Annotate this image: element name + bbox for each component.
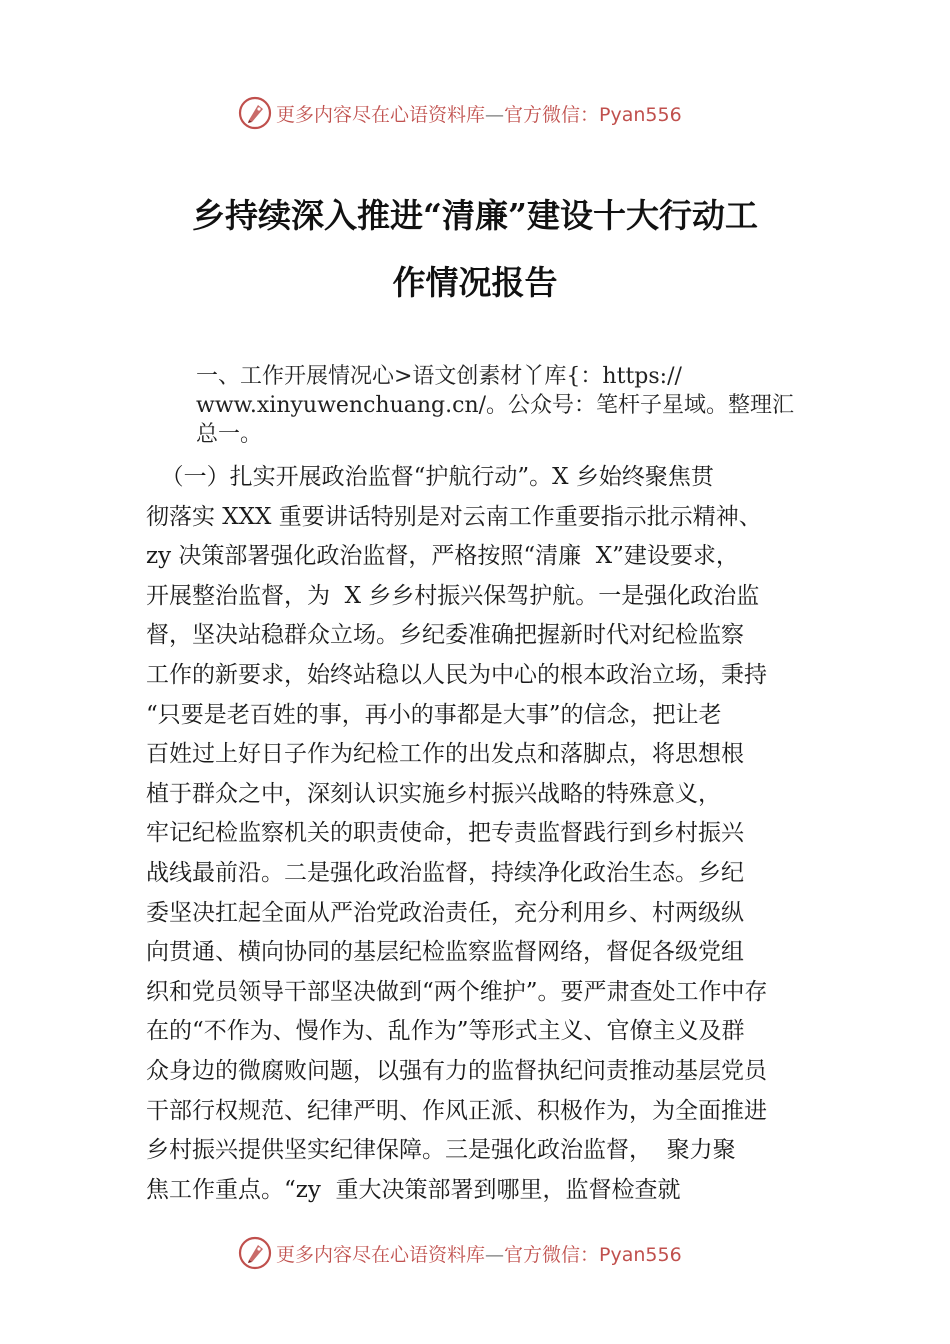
intro-line: 总一。 [196,422,263,447]
body-line: “只要是老百姓的事，再小的事都是大事”的信念，把让老 [146,701,722,728]
body-line: 开展整治监督，为 X 乡乡村振兴保驾护航。一是强化政治监 [146,582,760,609]
body-line: 彻落实 XXX 重要讲话特别是对云南工作重要指示批示精神、 [146,503,762,530]
body-line: 督，坚决站稳群众立场。乡纪委准确把握新时代对纪检监察 [146,622,744,649]
banner-dash: — [485,1243,505,1266]
document-title-line-2: 作情况报告 [392,263,558,302]
pen-nib-logo-icon [238,1236,272,1270]
body-line: 委坚决扛起全面从严治党政治责任，充分利用乡、村两级纵 [146,899,744,926]
banner-slogan: 更多内容尽在心语资料库 [276,1243,486,1266]
body-line: 百姓过上好日子作为纪检工作的出发点和落脚点，将思想根 [146,741,744,768]
body-line: 向贯通、横向协同的基层纪检监察监督网络，督促各级党组 [146,939,744,966]
banner-wechat-label: 官方微信： [504,1243,600,1266]
body-line: 众身边的微腐败问题，以强有力的监督执纪问责推动基层党员 [146,1057,767,1084]
body-line: 战线最前沿。二是强化政治监督，持续净化政治生态。乡纪 [146,859,744,886]
banner-wechat-id: Pyan556 [599,103,682,126]
body-line: 织和党员领导干部坚决做到“两个维护”。要严肃查处工作中存 [146,978,768,1005]
pen-nib-logo-icon [238,96,272,130]
body-line: 牢记纪检监察机关的职责使命，把专责监督践行到乡村振兴 [146,820,744,847]
intro-line: www.xinyuwenchuang.cn/。公众号：笔杆子星域。整理汇 [196,393,795,418]
banner-wechat-id: Pyan556 [599,1243,682,1266]
banner-text [276,1240,682,1267]
body-line: zy 决策部署强化政治监督，严格按照“清廉 X”建设要求， [146,543,739,570]
banner-dash: — [485,103,505,126]
body-line: 焦工作重点。“zy 重大决策部署到哪里，监督检查就 [146,1176,681,1203]
footer-banner [0,1233,950,1273]
header-banner [0,93,950,133]
banner-wechat-label: 官方微信： [504,103,600,126]
banner-text [276,100,682,127]
body-paragraph [146,458,836,1210]
document-title-line-1: 乡持续深入推进“清廉”建设十大行动工 [192,196,758,235]
body-line: 工作的新要求，始终站稳以人民为中心的根本政治立场，秉持 [146,661,767,688]
body-line: 乡村振兴提供坚实纪律保障。三是强化政治监督， 聚力聚 [146,1137,736,1164]
intro-paragraph [196,362,846,449]
banner-slogan: 更多内容尽在心语资料库 [276,103,486,126]
body-line: 干部行权规范、纪律严明、作风正派、积极作为，为全面推进 [146,1097,767,1124]
body-line: （一）扎实开展政治监督“护航行动”。X 乡始终聚焦贯 [146,464,714,490]
body-line: 植于群众之中，深刻认识实施乡村振兴战略的特殊意义， [146,780,721,807]
intro-line: 一、工作开展情况心>语文创素材丫库{：https:// [196,364,682,389]
body-line: 在的“不作为、慢作为、乱作为”等形式主义、官僚主义及群 [146,1018,745,1045]
